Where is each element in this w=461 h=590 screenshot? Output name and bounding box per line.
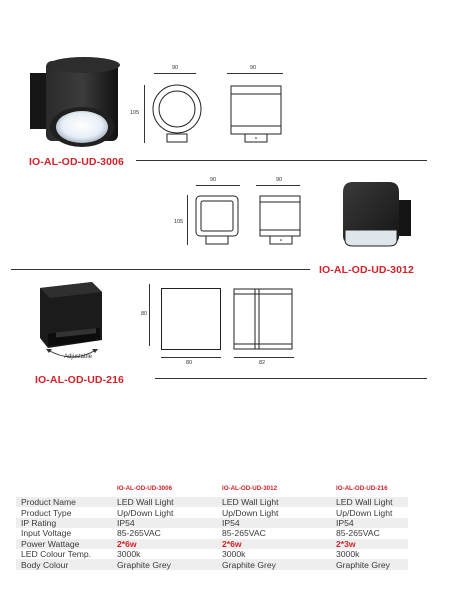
table-row <box>16 497 408 507</box>
dim-height-3012: 105 <box>174 219 184 225</box>
cell: 3000k <box>117 549 141 560</box>
cell: Up/Down Light <box>117 507 174 518</box>
spec-table <box>16 483 408 570</box>
cell: LED Wall Light <box>117 497 222 507</box>
cell: Graphite Grey <box>222 559 336 569</box>
cell: 85-265VAC <box>222 528 266 539</box>
spec-col-216: IO-AL-OD-UD-216 <box>336 484 388 492</box>
side-view-drawing-3006 <box>229 84 283 146</box>
cell: IP54 <box>117 518 222 528</box>
spec-header-blank <box>16 483 117 497</box>
product-code-3006: IO-AL-OD-UD-3006 <box>29 156 124 168</box>
product-code-3012: IO-AL-OD-UD-3012 <box>319 264 414 276</box>
front-view-drawing-3012 <box>194 194 240 246</box>
cell: IP54 <box>222 518 336 528</box>
row-label: Power Wattage <box>16 539 117 549</box>
row-label: Input Voltage <box>21 528 72 539</box>
side-view-drawing-3012 <box>258 194 304 246</box>
cell: 85-265VAC <box>117 528 161 539</box>
front-view-drawing-216 <box>161 288 221 350</box>
cell: IP54 <box>336 518 408 528</box>
product-photo-3012 <box>337 178 415 256</box>
product-code-216: IO-AL-OD-UD-216 <box>35 374 125 386</box>
spec-col-3012: IO-AL-OD-UD-3012 <box>222 484 278 492</box>
cell: Graphite Grey <box>336 559 408 569</box>
cell: LED Wall Light <box>336 497 408 507</box>
cell: 2*6w <box>117 539 222 549</box>
table-row <box>16 559 408 569</box>
table-row <box>16 549 408 559</box>
table-row <box>16 539 408 549</box>
cell: Graphite Grey <box>117 559 222 569</box>
spec-col-3006: IO-AL-OD-UD-3006 <box>117 484 173 492</box>
front-view-drawing-3006 <box>150 82 204 144</box>
cell: LED Wall Light <box>222 497 336 507</box>
cell: 2*3w <box>336 539 408 549</box>
divider-2 <box>11 269 310 270</box>
dim-height-216: 80 <box>141 311 148 317</box>
dim-width-side-3006: 90 <box>250 65 257 71</box>
divider-3 <box>155 378 427 379</box>
adjustable-label: Adjustable <box>64 354 93 360</box>
dim-width-side-3012: 90 <box>276 177 283 183</box>
divider-1 <box>136 160 427 161</box>
row-label: Product Type <box>21 507 72 518</box>
row-label: LED Colour Temp. <box>21 549 92 560</box>
cell: Up/Down Light <box>222 507 279 518</box>
row-label: IP Rating <box>16 518 117 528</box>
side-view-drawing-216 <box>233 288 295 352</box>
dim-width-side-216: 82 <box>259 360 266 366</box>
table-row <box>16 518 408 528</box>
table-row <box>16 507 408 517</box>
cell: Up/Down Light <box>336 507 393 518</box>
dim-height-3006: 105 <box>130 110 140 116</box>
cell: 3000k <box>222 549 246 560</box>
dim-width-front-3012: 90 <box>210 177 217 183</box>
cell: 2*6w <box>222 539 336 549</box>
dim-width-front-216: 80 <box>186 360 193 366</box>
row-label: Body Colour <box>16 559 117 569</box>
table-row <box>16 528 408 538</box>
cell: 3000k <box>336 549 360 560</box>
product-photo-3006 <box>28 55 124 150</box>
row-label: Product Name <box>16 497 117 507</box>
dim-width-front-3006: 90 <box>172 65 179 71</box>
cell: 85-265VAC <box>336 528 380 539</box>
